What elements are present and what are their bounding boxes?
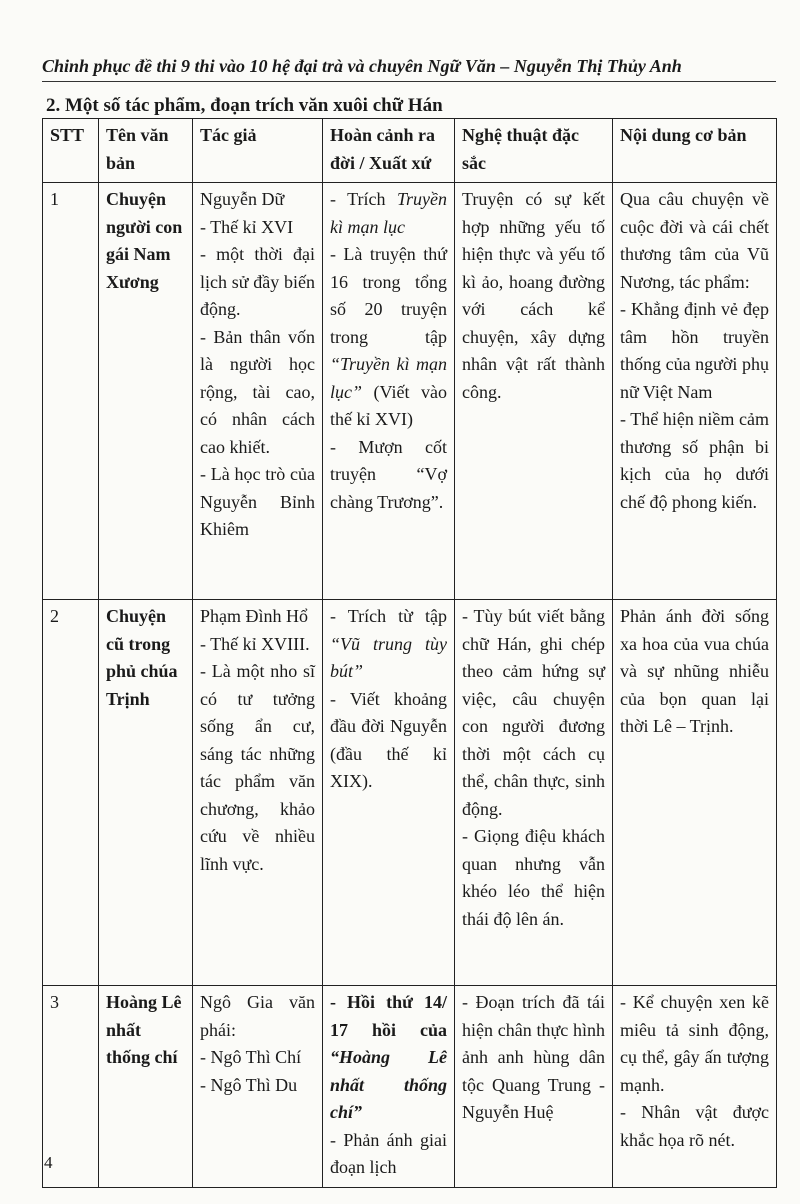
cell-art [455, 183, 613, 600]
header-content: Nội dung cơ bản [613, 119, 777, 183]
cell-author [193, 986, 323, 1188]
work-title: “Truyền kì mạn lục” [330, 354, 447, 402]
content-line: Phản ánh đời sống xa hoa của vua chúa và sự nhũng nhiễu của bọn quan lại thời Lê – Trịnh. [620, 606, 769, 736]
content-line: - Khẳng định vẻ đẹp tâm hồn truyền thống của người phụ nữ Việt Nam [620, 299, 769, 402]
context-line [330, 989, 447, 1127]
running-header: Chinh phục đề thi 9 thi vào 10 hệ đại trà và chuyên Ngữ Văn – Nguyễn Thị Thủy Anh [42, 56, 776, 82]
art-line: - Đoạn trích đã tái hiện chân thực hình ảnh anh hùng dân tộc Quang Trung - Nguyễn Huệ [462, 992, 605, 1122]
author-line: - một thời đại lịch sử đầy biến động. [200, 244, 315, 319]
content-line: - Nhân vật được khắc họa rõ nét. [620, 1102, 769, 1150]
author-line: - Bản thân vốn là người học rộng, tài cao, có nhân cách cao khiết. [200, 326, 315, 457]
context-text: - Hồi thứ 14/ 17 hồi của [330, 992, 447, 1040]
context-text: (Viết vào thế kỉ XVI) [330, 381, 447, 429]
cell-name: Hoàng Lê nhất thống chí [99, 986, 193, 1188]
cell-context [323, 183, 455, 600]
work-title: “Hoàng Lê nhất thống chí” [330, 1047, 447, 1122]
table-row [43, 183, 777, 600]
cell-content [613, 986, 777, 1188]
author-line: - Ngô Thì Du [200, 1074, 298, 1095]
cell-content [613, 183, 777, 600]
cell-art [455, 986, 613, 1188]
context-line [330, 241, 447, 434]
author-line: Ngô Gia văn phái: [200, 992, 315, 1040]
literary-works-table [42, 118, 777, 1188]
context-line [330, 186, 447, 241]
context-text: - Trích [330, 189, 397, 209]
cell-stt: 2 [43, 600, 99, 986]
cell-author [193, 183, 323, 600]
cell-author [193, 600, 323, 986]
author-line: - Thế kỉ XVI [200, 216, 294, 237]
table-header-row [43, 119, 777, 183]
cell-content [613, 600, 777, 986]
author-line: Phạm Đình Hổ [200, 606, 308, 626]
table-row [43, 986, 777, 1188]
art-line: - Giọng điệu khách quan nhưng vẫn khéo léo thể hiện thái độ lên án. [462, 826, 605, 929]
content-line: Qua câu chuyện về cuộc đời và cái chết thương tâm của Vũ Nương, tác phẩm: [620, 189, 769, 292]
context-line: - Viết khoảng đầu đời Nguyễn (đầu thế kỉ XIX). [330, 688, 447, 791]
art-line: - Tùy bút viết bằng chữ Hán, ghi chép theo cảm hứng sự việc, câu chuyện con người đương thời một cách cụ thể, chân thực, sinh động. [462, 606, 605, 819]
cell-name: Chuyện cũ trong phủ chúa Trịnh [99, 600, 193, 986]
cell-stt: 3 [43, 986, 99, 1188]
table-row [43, 600, 777, 986]
header-art: Nghệ thuật đặc sắc [455, 119, 613, 183]
cell-stt: 1 [43, 183, 99, 600]
context-text: - Là truyện thứ 16 trong tổng số 20 truyện trong tập [330, 244, 447, 347]
section-title: 2. Một số tác phẩm, đoạn trích văn xuôi chữ Hán [46, 95, 443, 116]
header-context: Hoàn cảnh ra đời / Xuất xứ [323, 119, 455, 183]
cell-context [323, 600, 455, 986]
author-line: Nguyễn Dữ [200, 189, 285, 209]
header-author: Tác giả [193, 119, 323, 183]
content-line: - Thể hiện niềm cảm thương số phận bi kịch của họ dưới chế độ phong kiến. [620, 409, 769, 512]
cell-context [323, 986, 455, 1188]
page-number: 4 [44, 1153, 53, 1172]
author-line: - Thế kỉ XVIII. [200, 633, 310, 654]
author-line: - Là một nho sĩ có tư tưởng sống ẩn cư, sáng tác những tác phẩm văn chương, khảo cứu về nhiều lĩnh vực. [200, 661, 315, 874]
art-line: Truyện có sự kết hợp những yếu tố hiện thực và yếu tố kì ảo, hoang đường với cách kể chuyện, xây dựng nhân vật rất thành công. [462, 189, 605, 402]
cell-art [455, 600, 613, 986]
header-name: Tên văn bản [99, 119, 193, 183]
work-title: Truyền kì mạn lục [330, 189, 447, 237]
context-text: - Trích từ tập [330, 606, 447, 626]
author-line: - Là học trò của Nguyễn Bỉnh Khiêm [200, 464, 315, 539]
header-stt: STT [43, 119, 99, 183]
context-line [330, 603, 447, 686]
content-line: - Kể chuyện xen kẽ miêu tả sinh động, cụ thể, gây ấn tượng mạnh. [620, 992, 769, 1095]
context-line: - Phản ánh giai đoạn lịch [330, 1129, 447, 1177]
context-line: - Mượn cốt truyện “Vợ chàng Trương”. [330, 436, 447, 512]
author-line: - Ngô Thì Chí [200, 1047, 302, 1067]
work-title: “Vũ trung tùy bút” [330, 633, 447, 681]
cell-name: Chuyện người con gái Nam Xương [99, 183, 193, 600]
